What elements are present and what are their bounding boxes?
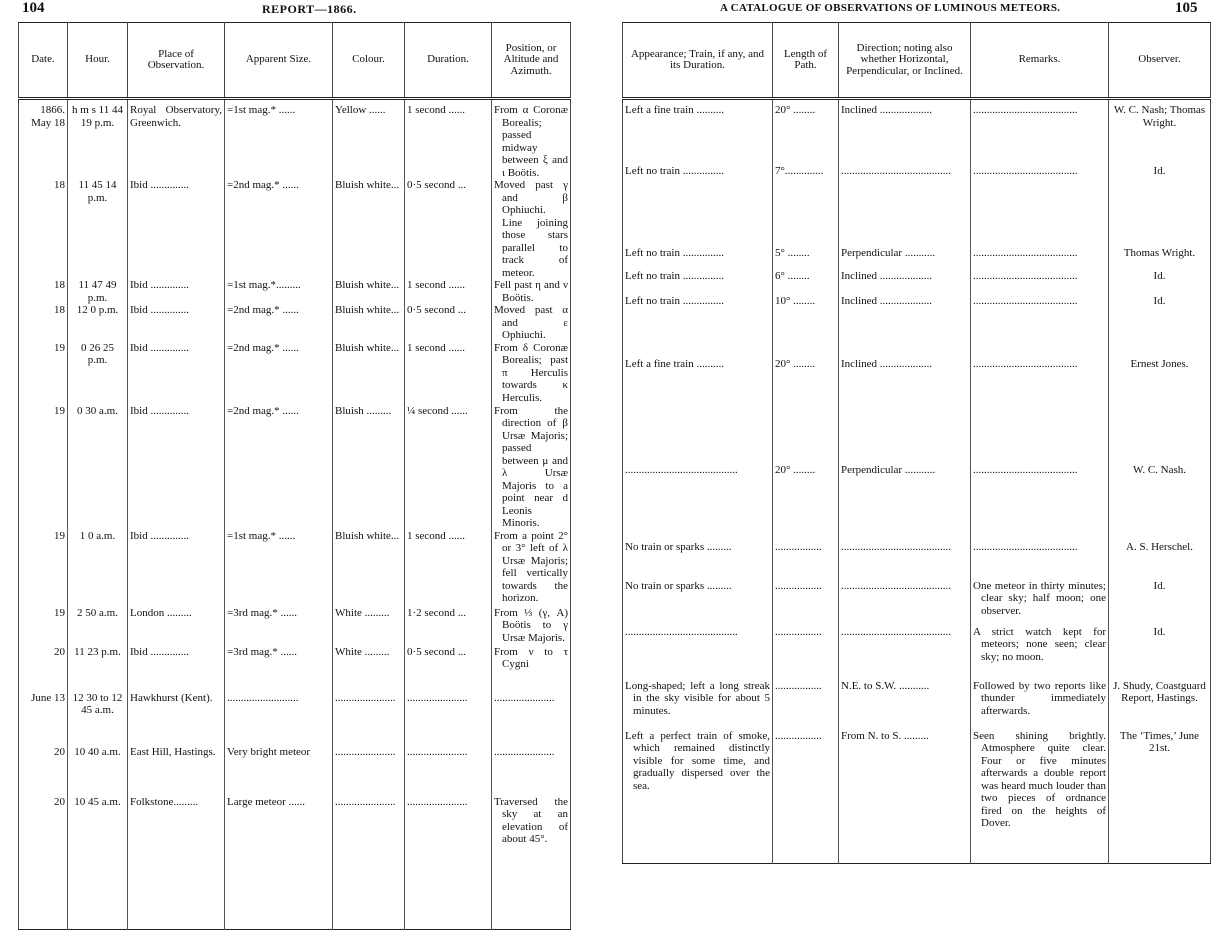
cell-date: 20 (54, 745, 65, 758)
cell-appearance: Left a perfect train of smoke, which remained distinctly visible for some time, and gradually dispersed over the sea. (625, 729, 770, 792)
cell-date: 19 (54, 341, 65, 354)
cell-appearance: No train or sparks ......... (625, 579, 732, 592)
cell-observer: Id. (1109, 580, 1211, 626)
cell-place: London ......... (128, 607, 225, 646)
table-row (623, 580, 1211, 626)
table-row (623, 165, 1211, 247)
cell-appearance: ......................................... (625, 463, 738, 476)
table-row (623, 358, 1211, 464)
column-header-duration: Duration. (405, 23, 492, 99)
cell-apparent-size: =3rd mag.* ...... (225, 646, 333, 692)
cell-date: 19 (54, 404, 65, 417)
cell-remarks: ...................................... (971, 295, 1109, 358)
cell-direction: ........................................ (839, 626, 971, 680)
table-row (19, 99, 571, 180)
cell-place: Folkstone......... (128, 796, 225, 930)
cell-date: 19 (54, 529, 65, 542)
cell-direction: ........................................ (839, 165, 971, 247)
cell-colour: White ......... (333, 646, 405, 692)
cell-direction: Perpendicular ........... (839, 247, 971, 270)
cell-appearance: Left no train ............... (625, 164, 724, 177)
cell-observer: W. C. Nash. (1109, 464, 1211, 541)
cell-date: 18 (54, 304, 65, 316)
cell-remarks: ...................................... (971, 464, 1109, 541)
page-number: 104 (22, 0, 45, 16)
cell-appearance: Left a fine train .......... (625, 357, 724, 370)
cell-apparent-size: =1st mag.* ...... (225, 99, 333, 180)
cell-length-of-path: ................. (773, 580, 839, 626)
column-header-hour: Hour. (68, 23, 128, 99)
cell-date: 20 (54, 795, 65, 808)
cell-colour: Bluish ......... (333, 405, 405, 530)
cell-length-of-path: 20° ........ (773, 358, 839, 464)
cell-duration: 0·5 second ... (405, 179, 492, 279)
column-header-place: Place of Observation. (128, 23, 225, 99)
cell-observer: Thomas Wright. (1109, 247, 1211, 270)
cell-direction: Inclined ................... (839, 358, 971, 464)
cell-apparent-size: =2nd mag.* ...... (225, 179, 333, 279)
cell-place: East Hill, Hastings. (128, 746, 225, 796)
cell-position: Traversed the sky at an elevation of about 45°. (492, 796, 571, 930)
table-row (19, 179, 571, 279)
cell-remarks: One meteor in thirty minutes; clear sky; half moon; one observer. (971, 580, 1109, 626)
cell-place: Ibid .............. (128, 405, 225, 530)
cell-position: From ⅓ (γ, A) Boötis to γ Ursæ Majoris. (492, 607, 571, 646)
cell-duration: ...................... (405, 746, 492, 796)
cell-duration: ...................... (405, 796, 492, 930)
cell-hour: 1 0 a.m. (68, 530, 128, 607)
cell-duration: 1 second ...... (405, 342, 492, 405)
cell-colour: ...................... (333, 746, 405, 796)
table-row (19, 796, 571, 930)
cell-direction: Inclined ................... (839, 270, 971, 295)
cell-position: From ν to τ Cygni (492, 646, 571, 692)
cell-position: From a point 2° or 3° left of λ Ursæ Majoris; fell vertically towards the horizon. (492, 530, 571, 607)
running-head: REPORT—1866. (262, 2, 357, 16)
cell-colour: Yellow ...... (333, 99, 405, 180)
cell-apparent-size: =1st mag.* ...... (225, 530, 333, 607)
cell-position: From δ Coronæ Borealis; past π Herculis towards κ Herculis. (492, 342, 571, 405)
column-header-length-of-path: Length of Path. (773, 23, 839, 99)
cell-remarks: ...................................... (971, 358, 1109, 464)
cell-position: Moved past α and ε Ophiuchi. (492, 304, 571, 342)
table-row (19, 279, 571, 304)
column-header-colour: Colour. (333, 23, 405, 99)
cell-place: Ibid .............. (128, 179, 225, 279)
cell-hour: 11 23 p.m. (68, 646, 128, 692)
cell-appearance: Left no train ............... (625, 294, 724, 307)
cell-length-of-path: 20° ........ (773, 464, 839, 541)
cell-direction: ........................................ (839, 580, 971, 626)
column-header-direction: Direction; noting also whether Horizontal, Perpendicular, or Inclined. (839, 23, 971, 99)
cell-length-of-path: ................. (773, 541, 839, 580)
table-row (19, 405, 571, 530)
cell-place: Hawkhurst (Kent). (128, 692, 225, 746)
cell-length-of-path: 6° ........ (773, 270, 839, 295)
cell-position: ...................... (492, 746, 571, 796)
cell-observer: Id. (1109, 626, 1211, 680)
table-row (19, 304, 571, 342)
cell-colour: Bluish white... (333, 530, 405, 607)
cell-position: From the direction of β Ursæ Majoris; passed between μ and λ Ursæ Majoris to a point near d Leonis Minoris. (492, 405, 571, 530)
table-row (19, 342, 571, 405)
cell-length-of-path: ................. (773, 730, 839, 864)
table-row (623, 247, 1211, 270)
cell-duration: 1 second ...... (405, 99, 492, 180)
column-header-date: Date. (19, 23, 68, 99)
cell-date: 1866. May 18 (31, 104, 65, 129)
cell-duration: 1 second ...... (405, 279, 492, 304)
table-row (19, 607, 571, 646)
cell-remarks: Followed by two reports like thunder immediately afterwards. (971, 680, 1109, 730)
cell-position: Fell past η and ν Boötis. (492, 279, 571, 304)
cell-hour: h m s 11 44 19 p.m. (68, 99, 128, 180)
cell-hour: 10 45 a.m. (68, 796, 128, 930)
cell-appearance: Left a fine train .......... (625, 104, 724, 116)
column-header-appearance: Appearance; Train, if any, and its Duration. (623, 23, 773, 99)
cell-date: 18 (54, 179, 65, 191)
cell-hour: 0 26 25 p.m. (68, 342, 128, 405)
cell-remarks: Seen shining brightly. Atmosphere quite clear. Four or five minutes afterwards a double report was heard much louder than two pieces of ordnance fired on the heights of Dover. (971, 730, 1109, 864)
table-row (623, 680, 1211, 730)
table-row (19, 646, 571, 692)
cell-apparent-size: .......................... (225, 692, 333, 746)
cell-apparent-size: =3rd mag.* ...... (225, 607, 333, 646)
cell-duration: ¼ second ...... (405, 405, 492, 530)
cell-length-of-path: 20° ........ (773, 99, 839, 165)
table-row (623, 730, 1211, 864)
cell-appearance: Left no train ............... (625, 246, 724, 259)
column-header-position: Position, or Altitude and Azimuth. (492, 23, 571, 99)
cell-hour: 12 0 p.m. (68, 304, 128, 342)
cell-apparent-size: =2nd mag.* ...... (225, 405, 333, 530)
cell-hour: 2 50 a.m. (68, 607, 128, 646)
cell-remarks: ...................................... (971, 99, 1109, 165)
cell-direction: ........................................ (839, 541, 971, 580)
cell-place: Royal Observatory, Greenwich. (128, 99, 225, 180)
column-header-apparent-size: Apparent Size. (225, 23, 333, 99)
table-row (19, 746, 571, 796)
page-number: 105 (1175, 0, 1198, 16)
cell-remarks: ...................................... (971, 247, 1109, 270)
cell-duration: 1·2 second ... (405, 607, 492, 646)
cell-appearance: ......................................... (625, 625, 738, 638)
cell-colour: ...................... (333, 692, 405, 746)
column-header-observer: Observer. (1109, 23, 1211, 99)
cell-direction: From N. to S. ......... (839, 730, 971, 864)
cell-colour: Bluish white... (333, 179, 405, 279)
cell-observer: W. C. Nash; Thomas Wright. (1109, 99, 1211, 165)
cell-apparent-size: =1st mag.*......... (225, 279, 333, 304)
cell-direction: N.E. to S.W. ........... (839, 680, 971, 730)
cell-date: 18 (54, 279, 65, 291)
cell-observer: Id. (1109, 270, 1211, 295)
table-row (19, 530, 571, 607)
cell-hour: 11 47 49 p.m. (68, 279, 128, 304)
cell-duration: 0·5 second ... (405, 304, 492, 342)
cell-remarks: ...................................... (971, 541, 1109, 580)
cell-colour: ...................... (333, 796, 405, 930)
table-row (623, 626, 1211, 680)
cell-date: 19 (54, 606, 65, 619)
cell-remarks: A strict watch kept for meteors; none seen; clear sky; no moon. (971, 626, 1109, 680)
table-row (623, 99, 1211, 165)
cell-apparent-size: Large meteor ...... (225, 796, 333, 930)
cell-hour: 10 40 a.m. (68, 746, 128, 796)
cell-length-of-path: 10° ........ (773, 295, 839, 358)
cell-length-of-path: 5° ........ (773, 247, 839, 270)
running-head: A CATALOGUE OF OBSERVATIONS OF LUMINOUS METEORS. (720, 2, 1061, 14)
cell-observer: The ‘Times,’ June 21st. (1109, 730, 1211, 864)
left-page (0, 0, 610, 908)
cell-duration: ...................... (405, 692, 492, 746)
cell-duration: 1 second ...... (405, 530, 492, 607)
cell-place: Ibid .............. (128, 342, 225, 405)
cell-direction: Perpendicular ........... (839, 464, 971, 541)
right-page (610, 0, 1220, 908)
cell-date: June 13 (31, 691, 65, 704)
cell-place: Ibid .............. (128, 279, 225, 304)
cell-apparent-size: Very bright meteor (225, 746, 333, 796)
cell-length-of-path: 7°.............. (773, 165, 839, 247)
cell-remarks: ...................................... (971, 165, 1109, 247)
cell-length-of-path: ................. (773, 626, 839, 680)
cell-appearance: Left no train ............... (625, 269, 724, 282)
cell-observer: A. S. Herschel. (1109, 541, 1211, 580)
cell-hour: 0 30 a.m. (68, 405, 128, 530)
cell-place: Ibid .............. (128, 304, 225, 342)
cell-observer: Id. (1109, 165, 1211, 247)
table-row (19, 692, 571, 746)
cell-colour: White ......... (333, 607, 405, 646)
cell-direction: Inclined ................... (839, 99, 971, 165)
cell-colour: Bluish white... (333, 304, 405, 342)
cell-remarks: ...................................... (971, 270, 1109, 295)
cell-observer: J. Shudy, Coastguard Report, Hastings. (1109, 680, 1211, 730)
cell-position: Moved past γ and β Ophiuchi. Line joining those stars parallel to track of meteor. (492, 179, 571, 279)
cell-hour: 11 45 14 p.m. (68, 179, 128, 279)
cell-date: 20 (54, 645, 65, 658)
cell-position: ...................... (492, 692, 571, 746)
observations-table-left (18, 22, 571, 930)
cell-apparent-size: =2nd mag.* ...... (225, 304, 333, 342)
cell-observer: Id. (1109, 295, 1211, 358)
observations-table-right (622, 22, 1211, 864)
table-row (623, 541, 1211, 580)
cell-place: Ibid .............. (128, 530, 225, 607)
table-row (623, 464, 1211, 541)
cell-duration: 0·5 second ... (405, 646, 492, 692)
cell-place: Ibid .............. (128, 646, 225, 692)
column-header-remarks: Remarks. (971, 23, 1109, 99)
cell-direction: Inclined ................... (839, 295, 971, 358)
cell-colour: Bluish white... (333, 342, 405, 405)
cell-colour: Bluish white... (333, 279, 405, 304)
cell-apparent-size: =2nd mag.* ...... (225, 342, 333, 405)
cell-hour: 12 30 to 12 45 a.m. (68, 692, 128, 746)
table-row (623, 295, 1211, 358)
cell-position: From α Coronæ Borealis; passed midway between ξ and ι Boötis. (492, 99, 571, 180)
cell-length-of-path: ................. (773, 680, 839, 730)
cell-observer: Ernest Jones. (1109, 358, 1211, 464)
table-row (623, 270, 1211, 295)
cell-appearance: No train or sparks ......... (625, 540, 732, 553)
cell-appearance: Long-shaped; left a long streak in the sky visible for about 5 minutes. (625, 679, 770, 717)
